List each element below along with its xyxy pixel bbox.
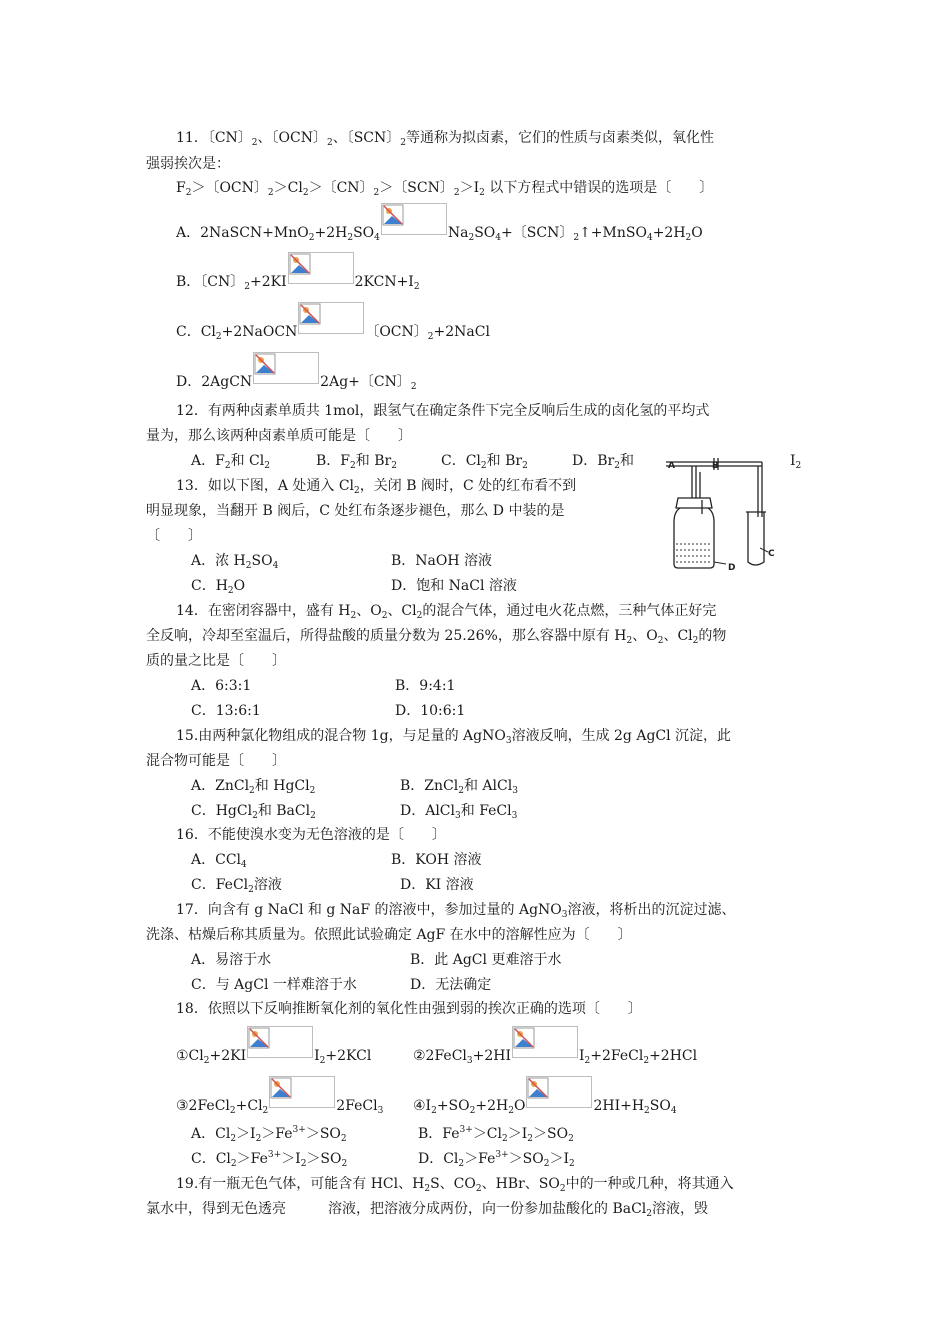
q16-option-b: B．KOH 溶液 xyxy=(391,852,482,868)
q15-option-c: C．HgCl$_2$和 BaCl$_2$ xyxy=(191,803,316,821)
q18-option-a: A．$Cl_2>I_2>Fe^{3+}>SO_2$ xyxy=(191,1125,347,1144)
diagram-label-b: B xyxy=(712,461,719,471)
broken-image-icon xyxy=(298,302,364,334)
q13-line1: 13．如以下图，A 处通入 $Cl_2$，关闭 B 阀时，C 处的红布看不到 xyxy=(176,478,577,496)
q12-option-d-tail: $I_2$ xyxy=(790,453,802,471)
q14-line3: 质的量之比是〔 〕 xyxy=(146,653,286,669)
q14-line1: 14．在密闭容器中，盛有 $H_2$、$O_2$、$Cl_2$的混合气体，通过电火花点燃，三种气体正好完 xyxy=(176,603,717,621)
q18-reaction-2: ②2FeCl$_3$+2HI $I_2+2FeCl_2+2HCl$ xyxy=(413,1026,697,1072)
q18-option-c: C．$Cl_2>Fe^{3+}>I_2>SO_2$ xyxy=(191,1150,348,1169)
q18-reaction-3: $③2FeCl_2+Cl_2$ 2FeCl$_3$ xyxy=(176,1076,383,1122)
q18-option-b: B．$Fe^{3+}>Cl_2>I_2>SO_2$ xyxy=(418,1125,574,1144)
q15-option-b: B．ZnCl$_2$和 AlCl$_3$ xyxy=(400,778,518,796)
q11-option-a: A．$2NaSCN+MnO_2+2H_2SO_4$ $Na_2SO_4+$〔SCN〕$_2↑+MnSO_4+2H_2O$ xyxy=(176,203,703,249)
q15-line1: 15.由两种氯化物组成的混合物 1g，与足量的 AgNO$_3$溶液反响，生成 2g AgCl 沉淀，此 xyxy=(176,728,732,746)
q13-line3: 〔 〕 xyxy=(146,528,202,544)
q12-line1: 12．有两种卤素单质共 1mol，跟氢气在确定条件下完全反响后生成的卤化氢的平均式 xyxy=(176,403,710,419)
q17-option-a: A．易溶于水 xyxy=(191,952,272,968)
diagram-label-c: C xyxy=(768,549,775,559)
q11-option-c: C．$Cl_2+2NaOCN$ 〔OCN〕$_2$+2NaCl xyxy=(176,302,490,348)
q16-option-c: C．FeCl$_2$溶液 xyxy=(191,877,282,895)
q13-option-d: D．饱和 NaCl 溶液 xyxy=(391,578,517,594)
q13-option-c: C．$H_2O$ xyxy=(191,578,246,596)
q16-option-a: A．CCl$_4$ xyxy=(191,852,247,870)
apparatus-diagram xyxy=(652,452,802,574)
q15-option-a: A．ZnCl$_2$和 HgCl$_2$ xyxy=(191,778,316,796)
q12-option-c: C．$Cl_2$和 $Br_2$ xyxy=(441,453,528,471)
q18-option-d: D．$Cl_2>Fe^{3+}>SO_2>I_2$ xyxy=(418,1150,575,1169)
q13-line2: 明显现象，当翻开 B 阀后，C 处红布条逐步褪色，那么 D 中装的是 xyxy=(146,503,565,519)
q14-option-a: A．6:3:1 xyxy=(191,678,252,694)
broken-image-icon xyxy=(288,252,354,284)
q11-line1: 11．〔CN〕$_2$、〔OCN〕$_2$、〔SCN〕$_2$等通称为拟卤素，它们的性质与卤素类似，氧化性 xyxy=(176,130,714,148)
q18-line1: 18．依照以下反响推断氧化剂的氧化性由强到弱的挨次正确的选项〔 〕 xyxy=(176,1001,642,1017)
q18-reaction-1: $①Cl_2+2KI$ $I_2+2KCl$ xyxy=(176,1026,371,1072)
q13-option-b: B．NaOH 溶液 xyxy=(391,553,493,569)
q12-option-a: A．$F_2$和 $Cl_2$ xyxy=(191,453,270,471)
q14-option-d: D．10:6:1 xyxy=(395,703,466,719)
broken-image-icon xyxy=(512,1026,578,1058)
q12-line2: 量为，那么该两种卤素单质可能是〔 〕 xyxy=(146,428,412,444)
broken-image-icon xyxy=(269,1076,335,1108)
q17-option-d: D．无法确定 xyxy=(410,977,492,993)
q16-option-d: D．KI 溶液 xyxy=(400,877,474,893)
q19-line2: 氯水中，得到无色透亮 溶液，把溶液分成两份，向一份参加盐酸化的 BaCl$_2$溶液，毁 xyxy=(146,1201,709,1219)
q18-reaction-4: $④I_2+SO_2+2H_2O$ $2HI+H_2SO_4$ xyxy=(413,1076,677,1122)
q11-option-d: D．2AgCN 2Ag+〔CN〕$_2$ xyxy=(176,352,417,398)
q15-line2: 混合物可能是〔 〕 xyxy=(146,753,286,769)
q12-option-d: D．$Br_2$和 xyxy=(572,453,634,471)
q14-option-b: B．9:4:1 xyxy=(395,678,456,694)
broken-image-icon xyxy=(381,203,447,235)
q16-line1: 16．不能使溴水变为无色溶液的是〔 〕 xyxy=(176,827,446,843)
q17-option-b: B．此 AgCl 更难溶于水 xyxy=(410,952,562,968)
q14-option-c: C．13:6:1 xyxy=(191,703,261,719)
q17-line2: 洗涤、枯燥后称其质量为。依照此试验确定 AgF 在水中的溶解性应为〔 〕 xyxy=(146,927,632,943)
q15-option-d: D．AlCl$_3$和 FeCl$_3$ xyxy=(400,803,518,821)
q17-line1: 17．向含有 g NaCl 和 g NaF 的溶液中，参加过量的 AgNO$_3$溶液，将析出的沉淀过滤、 xyxy=(176,902,736,920)
q11-order: $F_2>$〔OCN〕$_2>Cl_2>$〔CN〕$_2$＞〔SCN〕$_2>I_2$ 以下方程式中错误的选项是〔 〕 xyxy=(176,180,714,198)
q19-line1: 19.有一瓶无色气体，可能含有 HCl、$H_2S$、$CO_2$、HBr、$SO_2$中的一种或几种，将其通入 xyxy=(176,1176,734,1194)
broken-image-icon xyxy=(247,1026,313,1058)
q11-line2: 强弱挨次是： xyxy=(146,156,230,172)
q13-option-a: A．浓 $H_2SO_4$ xyxy=(191,553,279,571)
diagram-label-d: D xyxy=(728,563,736,573)
broken-image-icon xyxy=(253,352,319,384)
q12-option-b: B．$F_2$和 $Br_2$ xyxy=(316,453,397,471)
diagram-label-a: A xyxy=(668,461,675,471)
q17-option-c: C．与 AgCl 一样难溶于水 xyxy=(191,977,357,993)
q14-line2: 全反响，冷却至室温后，所得盐酸的质量分数为 25.26%，那么容器中原有 $H_2$、$O_2$、$Cl_2$的物 xyxy=(146,628,727,646)
broken-image-icon xyxy=(526,1076,592,1108)
q11-option-b: B．〔CN〕$_2$+2KI $2KCN+I_2$ xyxy=(176,252,420,298)
